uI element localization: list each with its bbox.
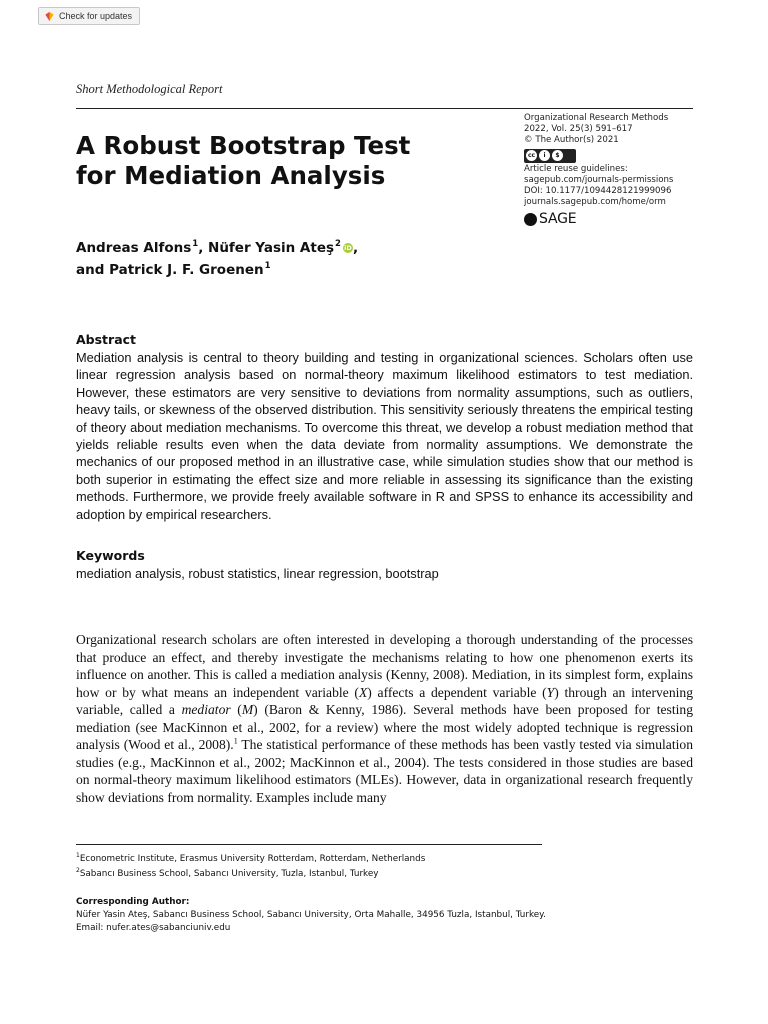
body-text: The statistical performance of these methods has been vastly tested via simulation studies (e.g., MacKinnon et al., 2002; MacKinnon et al., 2004). The tests considered in those studies are based on normal-theory maximum likelihood estimators (MLEs). However, data in organizational research frequently show deviations from normality. Examples include many	[76, 737, 693, 805]
footnote-reference[interactable]: 1	[233, 736, 238, 746]
corresponding-author	[76, 896, 693, 936]
doi-link[interactable]: DOI: 10.1177/1094428121999096	[524, 186, 672, 197]
mediator-term: mediator	[181, 702, 231, 717]
author-separator: ,	[352, 240, 359, 256]
affiliation-mark: 2	[335, 239, 341, 249]
abstract-heading: Abstract	[76, 332, 137, 347]
footnote-rule	[76, 844, 542, 845]
body-text: Organizational research scholars are often interested in developing a thorough understanding of the processes that produce an effect, and thereby investigate the mechanisms relating to how one phenomenon exerts its influence on another. This is called a mediation analysis (Kenny, 2008). Mediation, in its simplest form, explains how or by what means an independent variable (	[76, 632, 693, 700]
crossmark-icon	[44, 11, 55, 22]
footnote-text: Econometric Institute, Erasmus University Rotterdam, Rotterdam, Netherlands	[79, 854, 426, 864]
journal-name: Organizational Research Methods	[524, 113, 669, 123]
variable-y: Y	[546, 684, 555, 700]
keywords-text: mediation analysis, robust statistics, linear regression, bootstrap	[76, 566, 439, 581]
author-name[interactable]: and Patrick J. F. Groenen	[76, 262, 264, 278]
header-rule	[76, 108, 693, 109]
journal-link[interactable]: journals.sagepub.com/home/orm	[524, 197, 666, 208]
title-line-1: A Robust Bootstrap Test	[76, 131, 411, 160]
publication-info	[524, 113, 704, 226]
footnote-mark: 1	[76, 852, 80, 860]
author-name[interactable]: , Nüfer Yasin Ateş	[198, 240, 335, 256]
affiliation-mark: 1	[264, 261, 271, 271]
orcid-icon[interactable]: iD	[344, 244, 352, 252]
corresponding-heading: Corresponding Author:	[76, 897, 190, 907]
author-name[interactable]: Andreas Alfons	[76, 240, 192, 256]
copyright-notice: © The Author(s) 2021	[524, 135, 619, 146]
affiliation-footnotes	[76, 852, 693, 881]
author-list	[76, 237, 536, 281]
footnote-mark: 2	[76, 866, 80, 874]
affiliation-mark: 1	[192, 239, 199, 249]
series-label: Short Methodological Report	[76, 82, 223, 96]
keywords-heading: Keywords	[76, 548, 145, 563]
check-for-updates-button[interactable]	[38, 7, 140, 25]
variable-m: M	[241, 702, 254, 717]
body-text: ) through an intervening variable, called a	[76, 684, 693, 717]
footnote-1	[76, 852, 693, 867]
title-line-2: for Mediation Analysis	[76, 161, 386, 190]
footnote-2	[76, 867, 693, 882]
body-text: ) affects a dependent variable (	[367, 684, 547, 700]
corresponding-email[interactable]: Email: nufer.ates@sabanciuniv.edu	[76, 923, 231, 934]
check-for-updates-label: Check for updates	[59, 11, 133, 21]
reuse-label: Article reuse guidelines:	[524, 163, 628, 174]
reuse-link[interactable]: sagepub.com/journals-permissions	[524, 174, 674, 185]
abstract-text: Mediation analysis is central to theory building and testing in organizational sciences. Scholars often use linear regression analysis based on normal-theory maximum likelihood estimators to test mediation. However, these estimators are very sensitive to deviations from normality assumptions, such as outliers, heavy tails, or skewness of the observed distribution. This sensitivity seriously threatens the empirical testing of theory about mediation mechanisms. To overcome this threat, we develop a robust mediation method that yields reliable results even when the data deviate from normality assumptions. We demonstrate the mechanics of our proposed method in an illustrative case, while simulation studies show that our method is both superior in estimating the effect size and more reliable in assessing its significance than the existing methods. Furthermore, we provide freely available software in R and SPSS to enhance its accessibility and adoption by empirical researchers.	[76, 350, 693, 522]
sage-logo-text: SAGE	[539, 211, 577, 228]
sage-logo-icon	[524, 213, 537, 226]
body-text: (	[230, 702, 242, 717]
body-paragraph	[76, 631, 693, 806]
article-title	[76, 131, 476, 191]
volume-info: 2022, Vol. 25(3) 591–617	[524, 124, 633, 135]
sage-logo	[524, 212, 704, 226]
variable-x: X	[358, 684, 368, 700]
author-line-1	[76, 237, 536, 259]
body-text: ) (Baron & Kenny, 1986). Several methods have been proposed for testing mediation (see MacKinnon et al., 2002, for a review) where the most widely adopted technique is regression analysis (Wood et al., 2008).	[76, 702, 693, 752]
corresponding-address: Nüfer Yasin Ateş, Sabancı Business School, Sabancı University, Orta Mahalle, 34956 Tuzla, Istanbul, Turkey.	[76, 910, 546, 921]
footnote-text: Sabancı Business School, Sabancı University, Tuzla, Istanbul, Turkey	[79, 868, 379, 879]
author-line-2	[76, 259, 536, 281]
creative-commons-icon[interactable]: cc i $	[524, 149, 576, 163]
